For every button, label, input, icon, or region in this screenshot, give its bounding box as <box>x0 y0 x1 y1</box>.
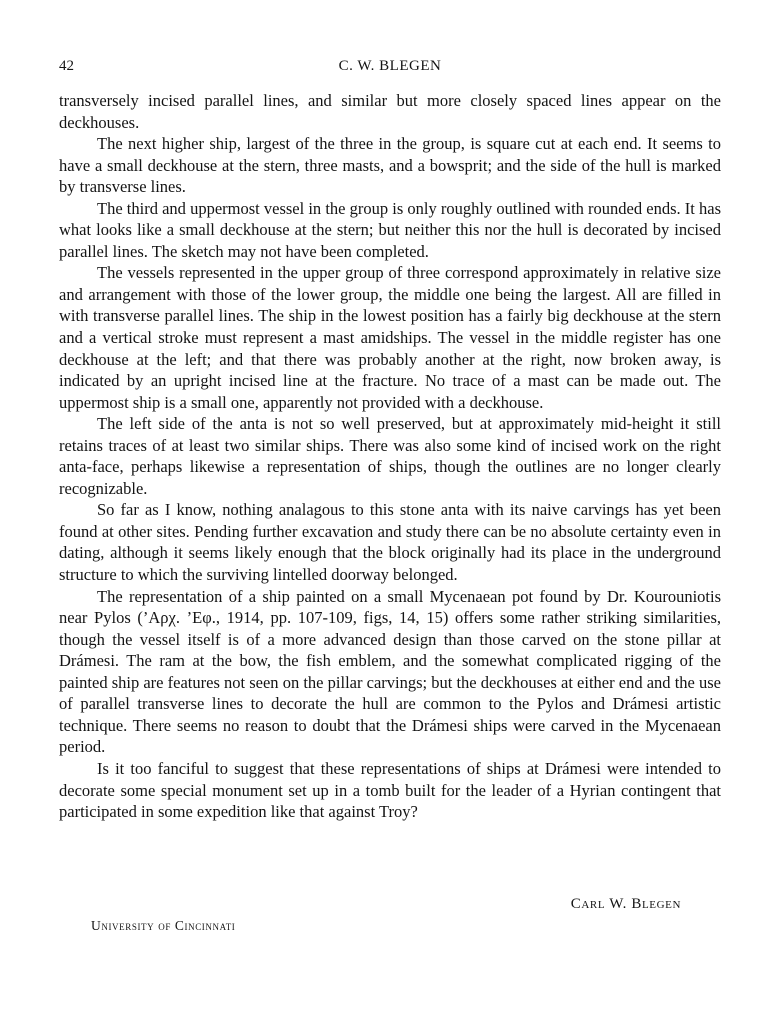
running-head <box>59 58 721 80</box>
paragraph-continued: transversely incised parallel lines, and similar but more closely spaced lines appear on the deckhouses. <box>59 91 721 132</box>
author-affiliation: University of Cincinnati <box>91 918 236 933</box>
running-title: C. W. BLEGEN <box>338 58 442 74</box>
paragraph: The third and uppermost vessel in the group is only roughly outlined with rounded ends. It has what looks like a small deckhouse at the stern; but neither this nor the hull is decorated by incised parallel lines. The sketch may not have been completed. <box>59 198 721 261</box>
paragraph: Is it too fanciful to suggest that these representations of ships at Drámesi were intended to decorate some special monument set up in a tomb built for the leader of a Hyrian contingent that participated in some expedition like that against Troy? <box>59 758 721 822</box>
page-number: 42 <box>59 58 74 74</box>
paragraph: So far as I know, nothing analagous to this stone anta with its naive carvings has yet been found at other sites. Pending further excavation and study there can be no absolute certainty even in dating, although it seems likely enough that the block originally had its place in the underground structure to which the surviving lintelled doorway belonged. <box>59 500 721 585</box>
paragraph: The vessels represented in the upper group of three correspond approximately in relative size and arrangement with those of the lower group, the middle one being the largest. All are filled in with transverse parallel lines. The ship in the lowest position has a fairly big deckhouse at the stern and a vertical stroke must represent a mast amidships. The vessel in the middle register has one deckhouse at the left; and that there was probably another at the right, now broken away, is indicated by an upright incised line at the fracture. No trace of a mast can be made out. The uppermost ship is a small one, apparently not provided with a deckhouse. <box>59 263 721 412</box>
author-signature: Carl W. Blegen <box>570 896 681 912</box>
paragraph: The representation of a ship painted on a small Mycenaean pot found by Dr. Kourouniotis near Pylos (’Αρχ. ’Εφ., 1914, pp. 107-109, figs, 14, 15) offers some rather striking similarities, though the vessel itself is of a more advanced design than those carved on the stone pillar at Drámesi. The ram at the bow, the fish emblem, and the somewhat complicated rigging of the painted ship are features not seen on the pillar carvings; but the deckhouses at either end and the use of parallel transverse lines to decorate the hull are common to the Pylos and Drámesi artistic technique. There seems no reason to doubt that the Drámesi ships were carved in the Mycenaean period. <box>59 586 721 757</box>
paragraph: The next higher ship, largest of the three in the group, is square cut at each end. It seems to have a small deckhouse at the stern, three masts, and a bowsprit; and the side of the hull is marked by transverse lines. <box>59 134 721 197</box>
paragraph: The left side of the anta is not so well preserved, but at approximately mid-height it still retains traces of at least two similar ships. There was also some kind of incised work on the right anta-face, perhaps likewise a representation of ships, though the outlines are no longer clearly recognizable. <box>59 414 721 498</box>
article-body <box>59 90 721 823</box>
